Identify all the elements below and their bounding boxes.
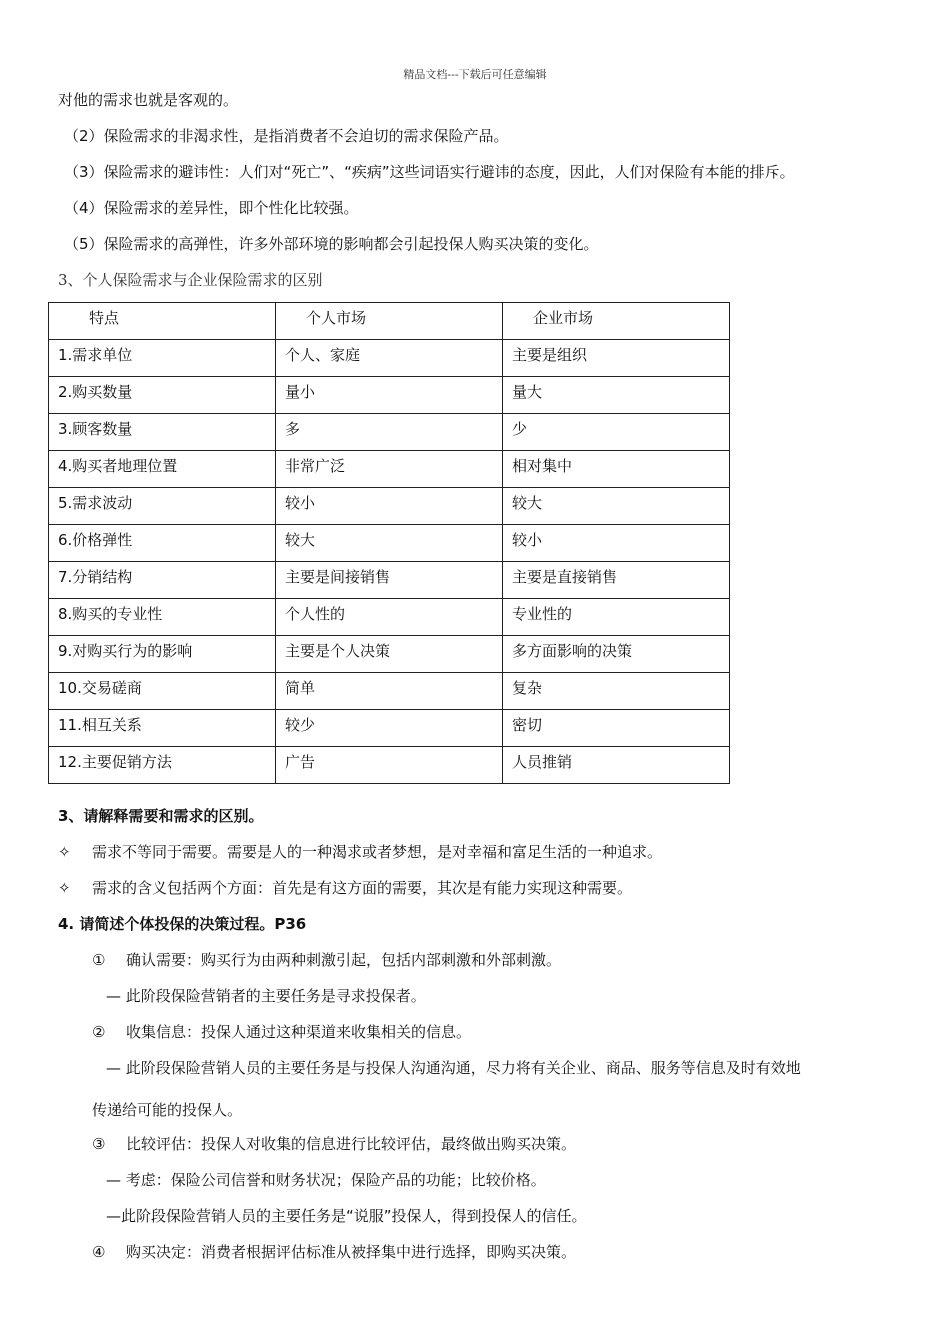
q4-step-2 <box>92 1022 471 1042</box>
step-number: ② <box>92 1023 106 1041</box>
q4-title: 4. 请简述个体投保的决策过程。P36 <box>58 915 307 933</box>
table-cell: 12.主要促销方法 <box>49 747 276 784</box>
table-row <box>49 525 730 562</box>
table-row <box>49 599 730 636</box>
table-cell: 广告 <box>276 747 503 784</box>
step-text: 比较评估：投保人对收集的信息进行比较评估，最终做出购买决策。 <box>126 1135 577 1153</box>
intro-item-3: （3）保险需求的避讳性：人们对“死亡”、“疾病”这些词语实行避讳的态度，因此，人们对保险有本能的排斥。 <box>64 163 795 181</box>
intro-item-5: （5）保险需求的高弹性，许多外部环境的影响都会引起投保人购买决策的变化。 <box>64 235 599 253</box>
table-cell: 较小 <box>276 488 503 525</box>
q4-step-1 <box>92 950 561 970</box>
step-text: 确认需要：购买行为由两种刺激引起，包括内部刺激和外部刺激。 <box>126 951 562 969</box>
table-cell: 专业性的 <box>503 599 730 636</box>
comparison-table <box>48 302 730 784</box>
q4-step-1-note: — 此阶段保险营销者的主要任务是寻求投保者。 <box>106 987 426 1005</box>
q3-bullet-text: 需求的含义包括两个方面：首先是有这方面的需要，其次是有能力实现这种需要。 <box>92 879 633 897</box>
q3-title: 3、请解释需要和需求的区别。 <box>58 807 264 825</box>
table-cell: 少 <box>503 414 730 451</box>
q4-step-3-note-2: —此阶段保险营销人员的主要任务是“说服”投保人，得到投保人的信任。 <box>106 1207 587 1225</box>
intro-line: 对他的需求也就是客观的。 <box>58 91 239 109</box>
table-cell: 2.购买数量 <box>49 377 276 414</box>
table-cell: 个人性的 <box>276 599 503 636</box>
table-row <box>49 340 730 377</box>
diamond-bullet-icon: ✧ <box>58 843 71 861</box>
table-cell: 量大 <box>503 377 730 414</box>
q3-bullet-2 <box>58 878 632 898</box>
section3-title: 3、个人保险需求与企业保险需求的区别 <box>58 271 323 289</box>
table-row <box>49 451 730 488</box>
table-cell: 4.购买者地理位置 <box>49 451 276 488</box>
table-cell: 主要是直接销售 <box>503 562 730 599</box>
table-cell: 相对集中 <box>503 451 730 488</box>
table-cell: 10.交易磋商 <box>49 673 276 710</box>
header-watermark: 精品文档---下载后可任意编辑 <box>403 68 547 81</box>
table-cell: 密切 <box>503 710 730 747</box>
table-row <box>49 710 730 747</box>
table-cell: 非常广泛 <box>276 451 503 488</box>
table-cell: 3.顾客数量 <box>49 414 276 451</box>
table-row <box>49 636 730 673</box>
table-cell: 量小 <box>276 377 503 414</box>
step-text: 购买决定：消费者根据评估标准从被择集中进行选择，即购买决策。 <box>126 1243 577 1261</box>
table-cell: 个人、家庭 <box>276 340 503 377</box>
table-cell: 较大 <box>276 525 503 562</box>
table-row <box>49 377 730 414</box>
table-row <box>49 562 730 599</box>
diamond-bullet-icon: ✧ <box>58 879 71 897</box>
table-header-cell: 个人市场 <box>276 303 503 340</box>
table-cell: 6.价格弹性 <box>49 525 276 562</box>
table-header-cell: 企业市场 <box>503 303 730 340</box>
table-row <box>49 488 730 525</box>
intro-item-2: （2）保险需求的非渴求性，是指消费者不会迫切的需求保险产品。 <box>64 127 509 145</box>
table-cell: 较小 <box>503 525 730 562</box>
table-cell: 主要是组织 <box>503 340 730 377</box>
table-cell: 9.对购买行为的影响 <box>49 636 276 673</box>
q4-step-2-note-cont: 传递给可能的投保人。 <box>92 1101 243 1119</box>
step-number: ① <box>92 951 106 969</box>
table-header-cell: 特点 <box>49 303 276 340</box>
table-cell: 复杂 <box>503 673 730 710</box>
table-cell: 11.相互关系 <box>49 710 276 747</box>
table-cell: 1.需求单位 <box>49 340 276 377</box>
table-cell: 8.购买的专业性 <box>49 599 276 636</box>
table-cell: 7.分销结构 <box>49 562 276 599</box>
q4-step-2-note: — 此阶段保险营销人员的主要任务是与投保人沟通沟通，尽力将有关企业、商品、服务等信息及时有效地 <box>106 1059 801 1077</box>
q4-step-4 <box>92 1242 576 1262</box>
table-cell: 简单 <box>276 673 503 710</box>
table-cell: 主要是间接销售 <box>276 562 503 599</box>
table-row <box>49 414 730 451</box>
q3-bullet-1 <box>58 842 662 862</box>
table-row <box>49 673 730 710</box>
table-row <box>49 747 730 784</box>
step-text: 收集信息：投保人通过这种渠道来收集相关的信息。 <box>126 1023 472 1041</box>
table-cell: 人员推销 <box>503 747 730 784</box>
step-number: ④ <box>92 1243 106 1261</box>
table-cell: 主要是个人决策 <box>276 636 503 673</box>
q4-step-3-note-1: — 考虑：保险公司信誉和财务状况；保险产品的功能；比较价格。 <box>106 1171 546 1189</box>
intro-item-4: （4）保险需求的差异性，即个性化比较强。 <box>64 199 359 217</box>
table-header-row <box>49 303 730 340</box>
table-cell: 多 <box>276 414 503 451</box>
table-cell: 5.需求波动 <box>49 488 276 525</box>
step-number: ③ <box>92 1135 106 1153</box>
table-cell: 较少 <box>276 710 503 747</box>
table-cell: 多方面影响的决策 <box>503 636 730 673</box>
q4-step-3 <box>92 1134 576 1154</box>
table-cell: 较大 <box>503 488 730 525</box>
q3-bullet-text: 需求不等同于需要。需要是人的一种渴求或者梦想，是对幸福和富足生活的一种追求。 <box>92 843 663 861</box>
